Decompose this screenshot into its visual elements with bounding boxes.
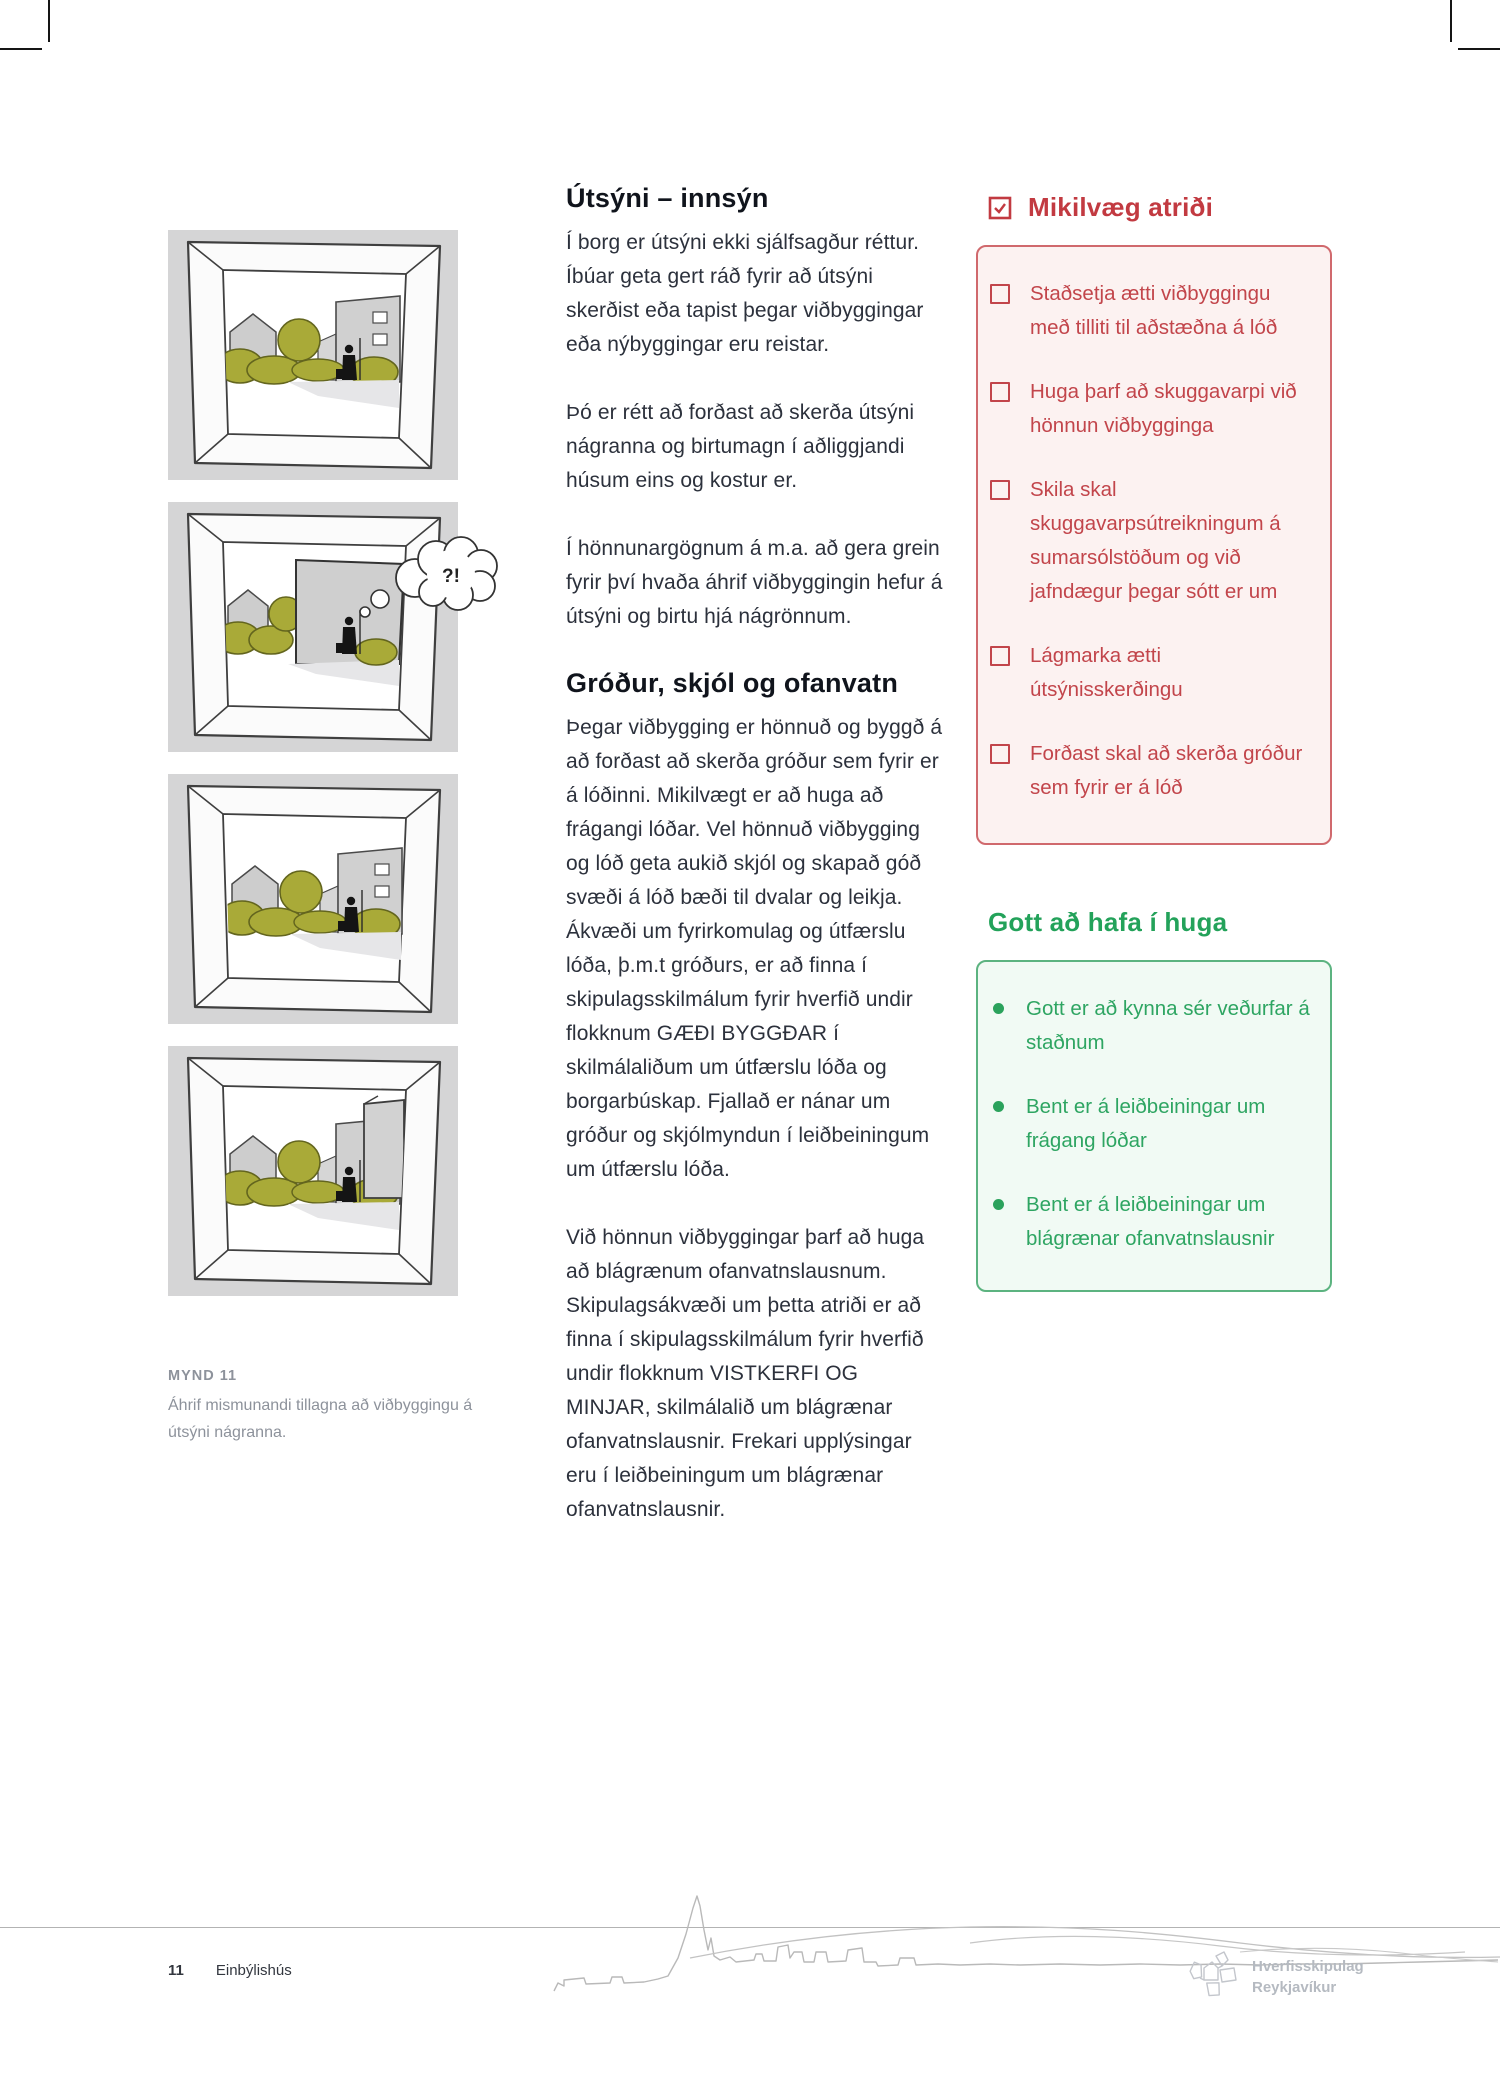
- figure-caption-label: MYND 11: [168, 1368, 238, 1384]
- important-box-title: Mikilvæg atriði: [1028, 192, 1214, 222]
- paragraph: Við hönnun viðbyggingar þarf að huga að blágrænum ofanvatnslausnum. Skipulagsákvæði um þetta atriði er að finna í skipulagsskilmálum fyrir hverfið undir flokknum VISTKERFI OG MINJAR, skilmálalið um blágrænar ofanvatnslausnir. Frekari upplýsingar eru í leiðbeiningum um blágrænar ofanvatnslausnir.: [566, 1226, 925, 1521]
- section-heading-grodur: Gróður, skjól og ofanvatn: [566, 668, 899, 698]
- important-item-text: Staðsetja ætti viðbyggingu með tilliti til aðstæðna á lóð: [1030, 282, 1278, 339]
- logo-icon: [1186, 1950, 1242, 2002]
- crop-mark: [48, 0, 50, 42]
- checked-checkbox-icon: [988, 196, 1012, 220]
- window-view-sketch: [168, 230, 458, 480]
- crop-mark: [0, 48, 42, 50]
- bullet-icon: [993, 1003, 1004, 1014]
- important-item-text: Forðast skal að skerða gróður sem fyrir er á lóð: [1030, 742, 1303, 799]
- logo-text: [1252, 1956, 1364, 1998]
- bubble-text: ?!: [442, 566, 460, 587]
- logo-line1: Hverfisskipulag: [1252, 1958, 1364, 1975]
- important-item-text: Huga þarf að skuggavarpi við hönnun viðbygginga: [1030, 380, 1297, 437]
- bullet-icon: [993, 1101, 1004, 1112]
- article-body: [566, 183, 948, 1527]
- figure-sketch-4: [168, 1046, 458, 1296]
- important-item: [990, 375, 1310, 443]
- tips-box-title: Gott að hafa í huga: [988, 907, 1228, 937]
- checkbox-icon: [990, 646, 1010, 666]
- figure-stack: [168, 230, 458, 1318]
- tips-item: [990, 1090, 1310, 1158]
- figure-sketch-1: [168, 230, 458, 480]
- tips-item-text: Bent er á leiðbeiningar um frágang lóðar: [1026, 1095, 1266, 1152]
- figure-caption-text: Áhrif mismunandi tillagna að viðbyggingu á útsýni nágranna.: [168, 1397, 473, 1441]
- window-view-sketch: [168, 1046, 458, 1296]
- tips-box: [976, 960, 1332, 1292]
- important-item: [990, 277, 1310, 345]
- paragraph: Þegar viðbygging er hönnuð og byggð á að forðast að skerða gróður sem fyrir er á lóðinni. Mikilvægt er að huga að frágangi lóðar. Vel hönnuð viðbygging og lóð geta aukið skjól og skapað góð svæði á lóð bæði til dvalar og leikja. Ákvæði um fyrirkomulag og útfærslu lóða, þ.m.t gróðurs, er að finna í skipulagsskilmálum fyrir hverfið undir flokknum GÆÐI BYGGÐAR í skilmálaliðum um útfærslu lóða og borgarbúskap. Fjallað er nánar um gróður og skjólmyndun í leiðbeiningum um útfærslu lóða.: [566, 716, 943, 1181]
- footer-section-name: Einbýlishús: [215, 1962, 292, 1979]
- tips-item: [990, 1188, 1310, 1256]
- page-number: 11: [168, 1962, 184, 1979]
- important-item: [990, 639, 1310, 707]
- important-title-row: [988, 192, 1332, 223]
- window-view-sketch: [168, 774, 458, 1024]
- figure-caption: [168, 1368, 513, 1446]
- checkbox-icon: [990, 284, 1010, 304]
- tips-item-text: Gott er að kynna sér veðurfar á staðnum: [1026, 997, 1310, 1054]
- checkbox-icon: [990, 744, 1010, 764]
- footer-left: [168, 1962, 292, 1979]
- sidebar-column: [976, 192, 1332, 1292]
- crop-mark: [1450, 0, 1452, 42]
- logo-line2: Reykjavíkur: [1252, 1979, 1337, 1996]
- important-box: [976, 245, 1332, 845]
- tips-item: [990, 992, 1310, 1060]
- important-item-text: Skila skal skuggavarpsútreikningum á sumarsólstöðum og við jafndægur þegar sótt er um: [1030, 478, 1281, 603]
- important-item: [990, 473, 1310, 609]
- paragraph: Þó er rétt að forðast að skerða útsýni nágranna og birtumagn í aðliggjandi húsum eins og kostur er.: [566, 401, 915, 492]
- tips-item-text: Bent er á leiðbeiningar um blágrænar ofanvatnslausnir: [1026, 1193, 1275, 1250]
- blocked-view-sketch: [168, 502, 498, 752]
- crop-mark: [1458, 48, 1500, 50]
- checkbox-icon: [990, 480, 1010, 500]
- bullet-icon: [993, 1199, 1004, 1210]
- important-item: [990, 737, 1310, 805]
- section-heading-utsyni: Útsýni – innsýn: [566, 183, 769, 213]
- paragraph: Í borg er útsýni ekki sjálfsagður réttur. Íbúar geta gert ráð fyrir að útsýni skerðist eða tapist þegar viðbyggingar eða nýbyggingar eru reistar.: [566, 231, 924, 356]
- important-item-text: Lágmarka ætti útsýnisskerðingu: [1030, 644, 1183, 701]
- paragraph: Í hönnunargögnum á m.a. að gera grein fyrir því hvaða áhrif viðbyggingin hefur á útsýni og birtu hjá nágrönnum.: [566, 537, 943, 628]
- figure-sketch-2: [168, 502, 458, 752]
- figure-sketch-3: [168, 774, 458, 1024]
- checkbox-icon: [990, 382, 1010, 402]
- publisher-logo: [1186, 1950, 1364, 2002]
